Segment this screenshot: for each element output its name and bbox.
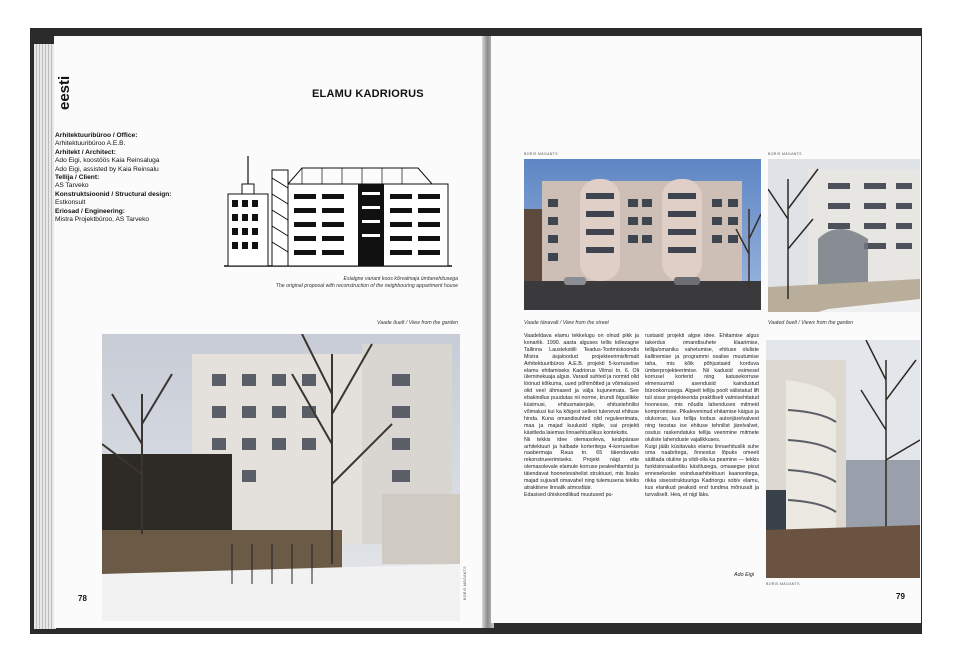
garden-photo-top (768, 159, 920, 312)
credit-client: Tellija / Client: AS Tarveko (55, 174, 100, 190)
street-photo (524, 159, 761, 310)
elevation-drawing (222, 154, 454, 270)
street-photo-caption: Vaade tänavalt / View from the street (524, 320, 609, 326)
street-photo-credit: BORIS MÄGANTS (524, 152, 558, 156)
garden-photos-caption: Vaated õuelt / Views from the garden (768, 320, 854, 326)
garden-photo-bottom (766, 340, 920, 578)
page-stack-edge (34, 44, 56, 629)
credit-engineering: Eriosad / Engineering: Mistra Projektbüroo, AS Tarveko (55, 207, 150, 224)
garden-photo-caption: Vaade õuelt / View from the garden (376, 320, 458, 326)
language-tab: eesti (56, 75, 73, 110)
garden-photo-top-credit: BORIS MÄGANTS (768, 152, 802, 156)
credit-structural: Konstruktsioonid / Structural design: Estkonsult (55, 190, 172, 207)
article-column-2: rustasid projekti algse idee. Ehitamise algus takerdus omandisuhete klaarimise, tellija/omaniku vahetumise, ehituse oluliste kallinemise ja programmi osalise muutumise taha, mis kõik põhjustasid korduva ümberprojekteerimise. Nii kadusid esimesel korrusel korterid ning katusekorruse elmenuumid asendusid kaindustud bürookorrusega. Algselt tellija poolt välistatud lift tuli sisse projekteerida praktiliselt valmisehitatud hoonesse, mis nõudis lahenduses mitmeid kompromisse. Pikaleveninud ehitamise käigus ja olukorras, kus tellija loobus autorijärelvalvest ning teostas ise ehituse tehnilist järelvalvet, osutus raskendatuks tellija veenmine mitmete oluliste lahenduste vajalikkuses. Kuigi jääb küsitavaks elamu linnaehituslik suhe oma naabritega, õnnestus lõpuks omeeti säilitada oluline ja vildi-olla ka peamine — tekkis funktsionaalsetiku käsitlusega, omaaegse pisut ennesekeske esindusarhitektuuri kaanonitega, rikka siseostruktuuriga Kadriorgu sobiv elamu, kus elanikud peaksid end tundma mõnusalt ja turvaliselt. Hea, et nigi läks. (645, 333, 759, 498)
page-number-left: 78 (78, 594, 87, 603)
garden-photo (102, 334, 460, 621)
credit-office: Arhitektuuribüroo / Office: Arhitektuuribüroo A.E.B. (55, 132, 138, 148)
drawing-caption: Esialgne variant koos kõrvalmaja ümberehitusega The original proposal with reconstruction of the neighbouring appartment house (275, 276, 458, 289)
bottom-photo-credit: BORIS MÄGANTS (766, 582, 800, 586)
credit-architect: Arhitekt / Architect: Ado Eigi, koostöös Kaia Reinsaluga Ado Eigi, assisted by Kaia Reinsalu (55, 148, 160, 173)
credits-block (55, 132, 185, 224)
article-title: ELAMU KADRIORUS (312, 88, 424, 100)
page-number-right: 79 (896, 592, 905, 601)
article-column-1: Vaadeldava elamu tekkelugu on olnud pikk ja konarlik. 1990. aasta alguses tellis tollezagne Tallinna Laustekstiili Teadus-Tootmiskoondis Mistra äsjaloodud projekteerimisfirmalt Arhitektuuribüroo A.E.B. projekti 5-korruselise elamu ehitamiseks Kadriorus Vilmsi tn. 6. Oli üleminekuaja algus. Varasil suhted ja normid olid löönud kõikuma, uued põhimõtted ja võimalused olid veel ähmased ja välja kujunemata. See ebakindlus puudutas nii norme, krundi õiguslikke küsimusi, ehitusmaterjale, ehitustehnilisi võimalusi kui ka kõigest sellest tulenevat ehituse hinda. Kuna omandisuhted olid reguleerimata, maa ja majad kuulusid riigile, sai projekti käsitleda laiemas linnaehituslikus kontekstis. Nii tekkis idee olemasoleva, keskpärase arhitektuuri ja halbade korteritega 4-korruselise naabermaja Raua tn. 65 täiendavaks rekonstrueerimiseks. Projekt nägi ette olemasolevale elamule korruse pealeehitamist ja täiendavat hoonetevahelist struktuuri, mis lisaks majad sujuvalt omavahel ning tulemusena tekiks atraktiivne linnalik atmosfäär. Edasised ühiskondlikud muutused pu- (524, 333, 639, 498)
author-signature: Ado Eigi (734, 572, 755, 578)
garden-photo-credit: BORIS MÄGANTS (463, 566, 467, 600)
